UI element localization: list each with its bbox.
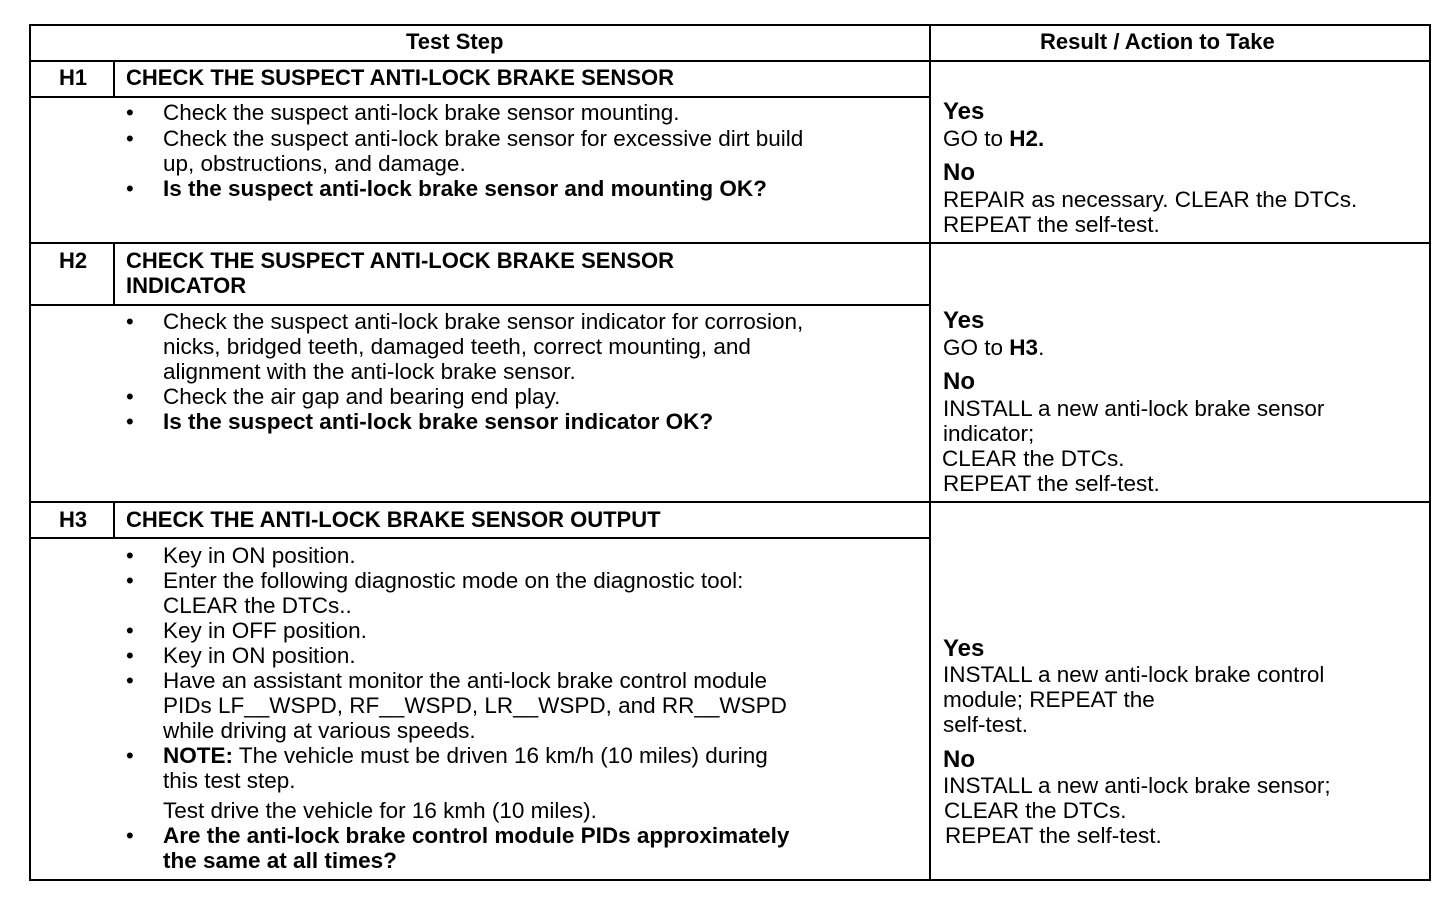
no-action: INSTALL a new anti-lock brake sensor;: [943, 773, 1331, 798]
no-action: INSTALL a new anti-lock brake sensor: [943, 396, 1325, 421]
bullet: •: [126, 568, 134, 593]
no-action: REPEAT the self-test.: [943, 471, 1160, 496]
step-text: Have an assistant monitor the anti-lock brake control module: [163, 668, 768, 693]
bullet: •: [126, 309, 134, 334]
bullet: •: [126, 823, 134, 848]
step-text: Check the air gap and bearing end play.: [163, 384, 561, 409]
step-title-h2: CHECK THE SUSPECT ANTI-LOCK BRAKE SENSOR: [126, 248, 674, 273]
yes-action: GO to H3.: [943, 335, 1045, 360]
step-text: Key in ON position.: [163, 543, 356, 568]
rule-h1-bottom: [31, 242, 1429, 244]
step-text: Test drive the vehicle for 16 kmh (10 miles).: [163, 798, 597, 823]
yes-label: Yes: [943, 307, 985, 334]
step-question: Are the anti-lock brake control module PIDs approximately: [163, 823, 790, 848]
step-text: CLEAR the DTCs..: [163, 593, 352, 618]
step-text: this test step.: [163, 768, 296, 793]
step-code-h1: H1: [58, 65, 88, 90]
bullet: •: [126, 126, 134, 151]
bullet: •: [126, 743, 134, 768]
step-text: nicks, bridged teeth, damaged teeth, correct mounting, and: [163, 334, 751, 359]
step-text: up, obstructions, and damage.: [163, 151, 466, 176]
step-note: NOTE: The vehicle must be driven 16 km/h (10 miles) during: [163, 743, 768, 768]
step-title-h3: CHECK THE ANTI-LOCK BRAKE SENSOR OUTPUT: [126, 507, 661, 532]
yes-action: self-test.: [943, 712, 1029, 737]
rule-header-bottom: [31, 60, 1429, 62]
bullet: •: [126, 409, 134, 434]
yes-action: module; REPEAT the: [943, 687, 1155, 712]
step-text: Key in OFF position.: [163, 618, 367, 643]
rule-result-column: [929, 26, 931, 881]
rule-h2-bottom: [31, 501, 1429, 503]
rule-h3-title-bottom: [31, 537, 930, 539]
bullet: •: [126, 176, 134, 201]
step-text: Check the suspect anti-lock brake sensor indicator for corrosion,: [163, 309, 804, 334]
no-action: CLEAR the DTCs.: [942, 446, 1125, 471]
bullet: •: [126, 643, 134, 668]
step-text: Check the suspect anti-lock brake sensor mounting.: [163, 100, 680, 125]
bullet: •: [126, 618, 134, 643]
step-code-h3: H3: [58, 507, 88, 532]
no-label: No: [943, 159, 975, 186]
step-text: Enter the following diagnostic mode on the diagnostic tool:: [163, 568, 744, 593]
step-text: PIDs LF__WSPD, RF__WSPD, LR__WSPD, and RR__WSPD: [163, 693, 787, 718]
no-action: CLEAR the DTCs.: [944, 798, 1127, 823]
yes-action: GO to H2.: [943, 126, 1045, 151]
rule-h2-title-bottom: [31, 304, 930, 306]
bullet: •: [126, 384, 134, 409]
step-question: the same at all times?: [163, 848, 397, 873]
header-result: Result / Action to Take: [1040, 29, 1275, 54]
no-action: REPAIR as necessary. CLEAR the DTCs.: [943, 187, 1358, 212]
step-title-h2-line2: INDICATOR: [126, 273, 247, 298]
yes-action: INSTALL a new anti-lock brake control: [943, 662, 1325, 687]
bullet: •: [126, 100, 134, 125]
no-action: REPEAT the self-test.: [945, 823, 1162, 848]
step-text: while driving at various speeds.: [163, 718, 476, 743]
bullet: •: [126, 668, 134, 693]
step-question: Is the suspect anti-lock brake sensor and mounting OK?: [163, 176, 767, 201]
step-text: alignment with the anti-lock brake sensor.: [163, 359, 576, 384]
step-text: Key in ON position.: [163, 643, 356, 668]
no-label: No: [943, 368, 975, 395]
yes-label: Yes: [943, 635, 985, 662]
step-code-h2: H2: [58, 248, 88, 273]
no-action: REPEAT the self-test.: [943, 212, 1160, 237]
no-action: indicator;: [943, 421, 1035, 446]
bullet: •: [126, 543, 134, 568]
header-test-step: Test Step: [406, 29, 504, 54]
step-text: Check the suspect anti-lock brake sensor for excessive dirt build: [163, 126, 804, 151]
step-question: Is the suspect anti-lock brake sensor indicator OK?: [163, 409, 714, 434]
rule-h1-title-bottom: [31, 96, 930, 98]
no-label: No: [943, 746, 975, 773]
step-title-h1: CHECK THE SUSPECT ANTI-LOCK BRAKE SENSOR: [126, 65, 674, 90]
yes-label: Yes: [943, 98, 985, 125]
